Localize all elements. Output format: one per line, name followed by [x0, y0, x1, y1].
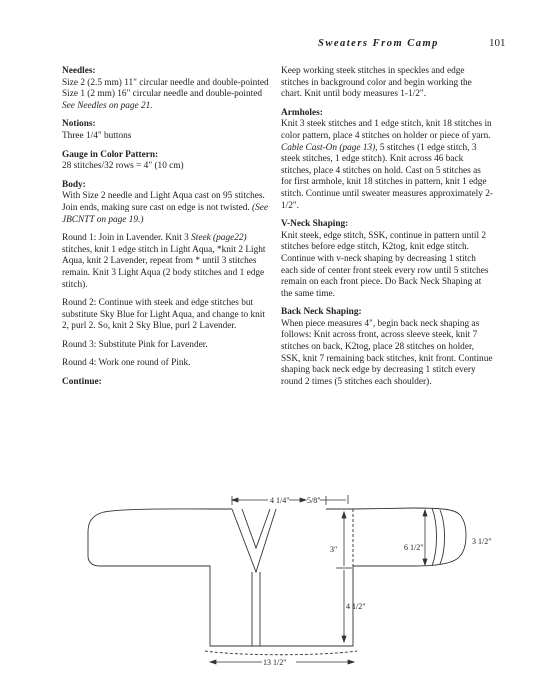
dim-body-length-label: 4 1/2" [346, 602, 366, 611]
dim-neck-label: 4 1/4" [270, 496, 290, 505]
round-1-reference: Steek (page22) [191, 233, 247, 244]
body-dim-arrow-bottom [342, 636, 346, 642]
body-reference: (See JBCNTT on page 19.) [62, 202, 269, 225]
needles-reference: See Needles on page 21. [62, 100, 153, 111]
armholes-text-a: Knit 3 steek stitches and 1 edge stitch, knit 18 stitches in color pattern, place 4 stitches on holder or piece of yarn. [281, 119, 492, 141]
armhole-dim-arrow-top [342, 512, 346, 518]
dim-armhole-label: 3" [330, 545, 338, 554]
sweater-outline [88, 508, 466, 646]
running-title: Sweaters From Camp [318, 38, 439, 49]
needles-line-1: Size 2 (2.5 mm) 11" circular needle and double-pointed [62, 77, 269, 88]
armholes-reference: Cable Cast-On (page 13), [281, 142, 378, 153]
notions-heading: Notions: [62, 119, 96, 130]
backneck-heading: Back Neck Shaping: [281, 307, 362, 318]
sleeve-dim-arrow-top [423, 510, 427, 516]
dim-hem-label: 13 1/2" [263, 658, 287, 667]
needles-line-2: Size 1 (2 mm) 16" circular needle and double-pointed [62, 89, 262, 100]
round-4: Round 4: Work one round of Pink. [62, 358, 191, 369]
neckline-outer [232, 509, 276, 572]
needles-heading: Needles: [62, 66, 96, 76]
gauge-heading: Gauge in Color Pattern: [62, 149, 159, 160]
round-1-text-b: stitches, knit 1 edge stitch in Light Aqua, *knit 2 Light Aqua, knit 2 Lavender, repeat from * until 3 stitches remain. Knit 3 Light Aqua (2 body stitches and 1 edge stitch). [62, 244, 266, 290]
right-sleeve-cuff-2 [440, 510, 445, 564]
intro-text: Keep working steek stitches in speckles and edge stitches in background color and begin working the chart. Knit until body measures 1-1/2". [281, 66, 472, 100]
hem-dim-arrow-left [210, 660, 216, 664]
page-number: 101 [489, 37, 506, 49]
backneck-text: When piece measures 4", begin back neck shaping as follows: Knit across front, across sleeve steek, knit 7 stitches on back, K2tog, place 28 stitches on holder, SSK, knit 7 remaining back stitches, knit front. Continue shaping back neck edge by decreasing 1 stitch every round 2 times (5 stitches each shoulder). [281, 318, 493, 387]
continue-heading: Continue: [62, 377, 102, 388]
round-2: Round 2: Continue with steek and edge stitches but substitute Sky Blue for Light Aqua, and change to knit 2, purl 2. So, knit 2 Sky Blue, purl 2 Lavender. [62, 298, 265, 332]
dim-shoulder-label: 5/8" [307, 496, 321, 505]
neck-dim-arrow-left [232, 498, 238, 502]
sleeve-dim-arrow-bottom [423, 559, 427, 565]
armholes-heading: Armholes: [281, 107, 323, 118]
body-text: With Size 2 needle and Light Aqua cast on 95 stitches. Join ends, making sure cast on edge is not twisted. [62, 191, 265, 213]
notions-text: Three 1/4" buttons [62, 130, 132, 141]
round-1-text-a: Round 1: Join in Lavender. Knit 3 [62, 233, 189, 244]
vneck-text: Knit steek, edge stitch, SSK, continue in pattern until 2 stitches before edge stitch, K2tog, knit edge stitch. Continue with v-neck shaping by decreasing 1 stitch each side of center front steek every row until 5 stitches remain on each front piece. Do Back Neck Shaping at the same time. [281, 230, 489, 299]
gauge-text: 28 stitches/32 rows = 4" (10 cm) [62, 161, 184, 172]
dim-sleeve-width-label: 6 1/2" [404, 543, 424, 552]
vneck-heading: V-Neck Shaping: [281, 219, 349, 230]
neck-dim-arrow-right [300, 498, 306, 502]
dim-cuff-label: 3 1/2" [472, 537, 492, 546]
right-sleeve-cuff [432, 508, 437, 566]
hem-dim-arrow-right [348, 660, 354, 664]
body-heading: Body: [62, 179, 86, 190]
round-3: Round 3: Substitute Pink for Lavender. [62, 339, 208, 350]
armholes-text-b: 5 stitches (1 edge stitch, 3 steek stitches, 1 edge stitch). Knit across 46 back stitches, place 4 stitches on hold. Cast on 5 stitches as for first armhole, knit 18 stitches in pattern, knit 1 edge stitch. Continue until sweater measures approximately 2-1/2". [281, 142, 493, 211]
hem-curve [205, 651, 357, 655]
